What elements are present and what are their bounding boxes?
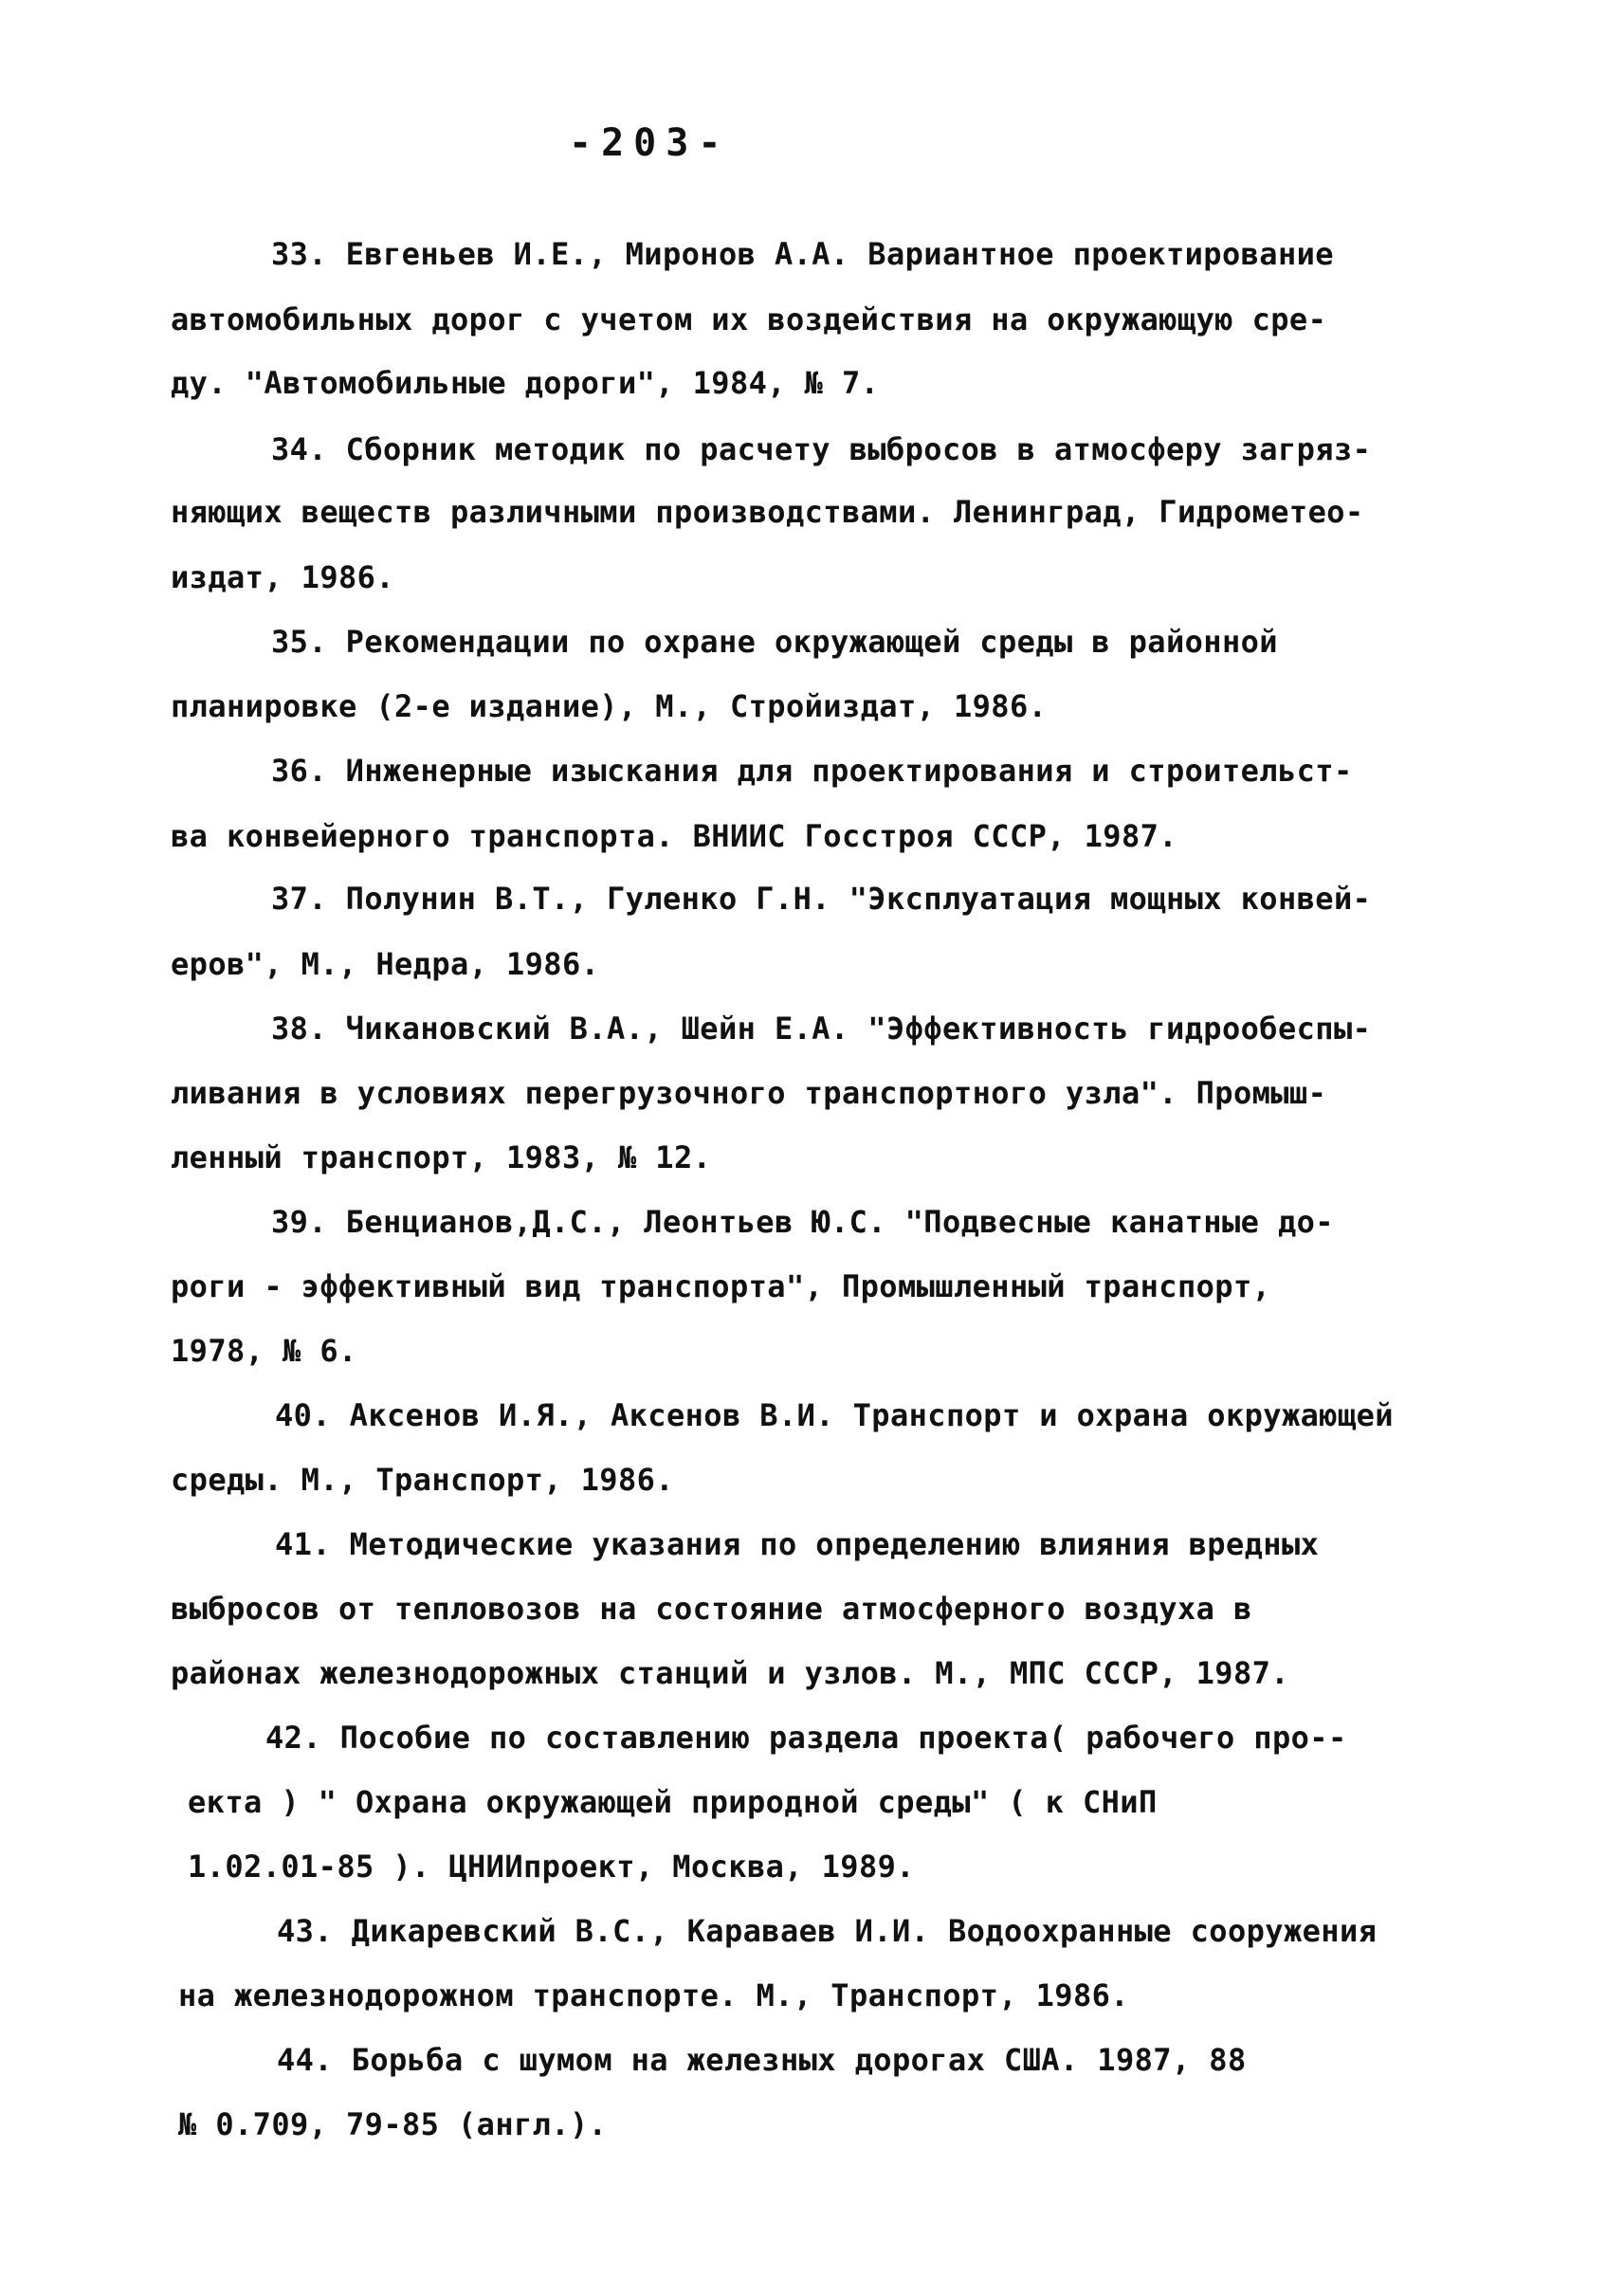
reference-37-line-1: 37. Полунин В.Т., Гуленко Г.Н. "Эксплуатация мощных конвей- — [271, 881, 1372, 917]
reference-37-line-2: еров", М., Недра, 1986. — [171, 946, 600, 982]
reference-33-line-3: ду. "Автомобильные дороги", 1984, № 7. — [171, 365, 880, 401]
reference-39-line-1: 39. Бенцианов,Д.С., Леонтьев Ю.С. "Подвесные канатные до- — [271, 1204, 1334, 1240]
reference-33-line-1: 33. Евгеньев И.Е., Миронов А.А. Вариантное проектирование — [271, 236, 1334, 272]
reference-34-line-2: няющих веществ различными производствами. Ленинград, Гидрометео- — [171, 494, 1364, 530]
page-number: -203- — [569, 121, 731, 165]
reference-38-line-1: 38. Чикановский В.А., Шейн Е.А. "Эффективность гидрообеспы- — [271, 1011, 1372, 1047]
reference-36-line-2: ва конвейерного транспорта. ВНИИС Госстроя СССР, 1987. — [171, 818, 1177, 854]
reference-42-line-2: екта ) " Охрана окружающей природной среды" ( к СНиП — [188, 1784, 1158, 1820]
reference-33-line-2: автомобильных дорог с учетом их воздействия на окружающую сре- — [171, 301, 1327, 337]
reference-38-line-2: ливания в условиях перегрузочного транспортного узла". Промыш- — [171, 1075, 1327, 1111]
reference-42-line-3: 1.02.01-85 ). ЦНИИпроект, Москва, 1989. — [188, 1849, 915, 1885]
reference-42-line-1: 42. Пособие по составлению раздела проекта( рабочего про-- — [265, 1720, 1347, 1756]
reference-41-line-2: выбросов от тепловозов на состояние атмосферного воздуха в — [171, 1591, 1252, 1627]
reference-43-line-2: на железнодорожном транспорте. М., Транспорт, 1986. — [178, 1977, 1129, 2013]
reference-39-line-2: роги - эффективный вид транспорта", Промышленный транспорт, — [171, 1268, 1271, 1304]
reference-34-line-1: 34. Сборник методик по расчету выбросов в атмосферу загряз- — [271, 431, 1372, 467]
reference-44-line-2: № 0.709, 79-85 (англ.). — [178, 2106, 608, 2142]
reference-39-line-3: 1978, № 6. — [171, 1333, 357, 1369]
reference-40-line-2: среды. М., Транспорт, 1986. — [171, 1462, 674, 1498]
reference-41-line-1: 41. Методические указания по определению влияния вредных — [275, 1526, 1320, 1562]
reference-36-line-1: 36. Инженерные изыскания для проектирования и строительст- — [271, 753, 1353, 789]
reference-35-line-2: планировке (2-е издание), М., Стройиздат, 1986. — [171, 688, 1048, 724]
reference-38-line-3: ленный транспорт, 1983, № 12. — [171, 1139, 712, 1175]
reference-44-line-1: 44. Борьба с шумом на железных дорогах США. 1987, 88 — [277, 2042, 1247, 2078]
reference-41-line-3: районах железнодорожных станций и узлов. М., МПС СССР, 1987. — [171, 1655, 1289, 1691]
reference-35-line-1: 35. Рекомендации по охране окружающей среды в районной — [271, 624, 1278, 660]
reference-34-line-3: издат, 1986. — [171, 559, 394, 595]
reference-43-line-1: 43. Дикаревский В.С., Караваев И.И. Водоохранные сооружения — [277, 1913, 1378, 1949]
reference-40-line-1: 40. Аксенов И.Я., Аксенов В.И. Транспорт и охрана окружающей — [275, 1397, 1394, 1433]
